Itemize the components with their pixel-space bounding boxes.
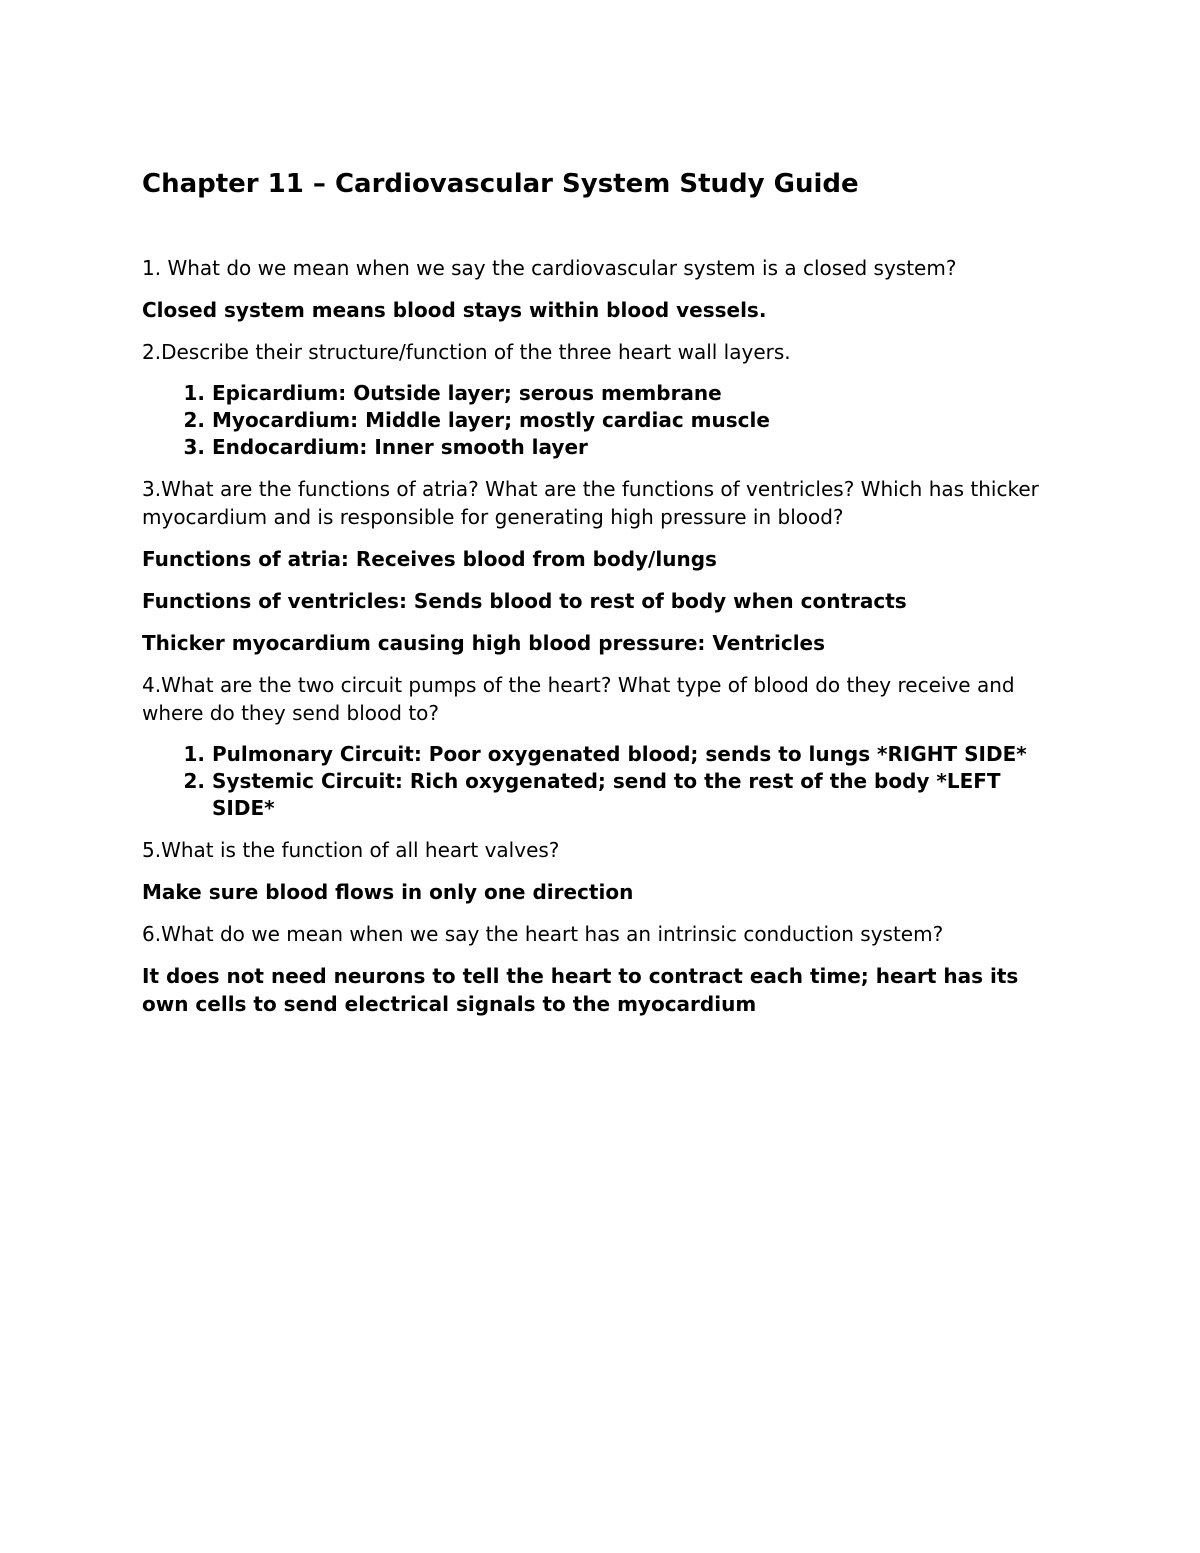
answer-3-ventricles: Functions of ventricles: Sends blood to rest of body when contracts [142,589,907,613]
document-title: Chapter 11 – Cardiovascular System Study Guide [142,169,859,199]
circuit-pumps-list [142,741,1062,822]
answer-1: Closed system means blood stays within blood vessels. [142,298,767,322]
question-2: 2.Describe their structure/function of the three heart wall layers. [142,340,791,364]
question-6: 6.What do we mean when we say the heart has an intrinsic conduction system? [142,922,944,946]
question-3: 3.What are the functions of atria? What are the functions of ventricles? Which has thicker myocardium and is responsible for generating high pressure in blood? [142,477,1039,529]
answer-6: It does not need neurons to tell the heart to contract each time; heart has its own cells to send electrical signals to the myocardium [142,964,1019,1016]
answer-5: Make sure blood flows in only one direction [142,880,634,904]
heart-wall-layers-list [142,380,1062,461]
document-content [142,166,1062,1018]
answer-3-thicker-myocardium: Thicker myocardium causing high blood pressure: Ventricles [142,631,826,655]
answer-3-atria: Functions of atria: Receives blood from body/lungs [142,547,717,571]
list-item: 2. Myocardium: Middle layer; mostly cardiac muscle [212,407,1062,434]
question-4: 4.What are the two circuit pumps of the heart? What type of blood do they receive and where do they send blood to? [142,673,1015,725]
list-item: 2. Systemic Circuit: Rich oxygenated; send to the rest of the body *LEFT SIDE* [212,768,1062,822]
list-item: 1. Epicardium: Outside layer; serous membrane [212,380,1062,407]
question-5: 5.What is the function of all heart valves? [142,838,560,862]
question-1: 1. What do we mean when we say the cardiovascular system is a closed system? [142,256,957,280]
list-item: 1. Pulmonary Circuit: Poor oxygenated blood; sends to lungs *RIGHT SIDE* [212,741,1062,768]
list-item: 3. Endocardium: Inner smooth layer [212,434,1062,461]
